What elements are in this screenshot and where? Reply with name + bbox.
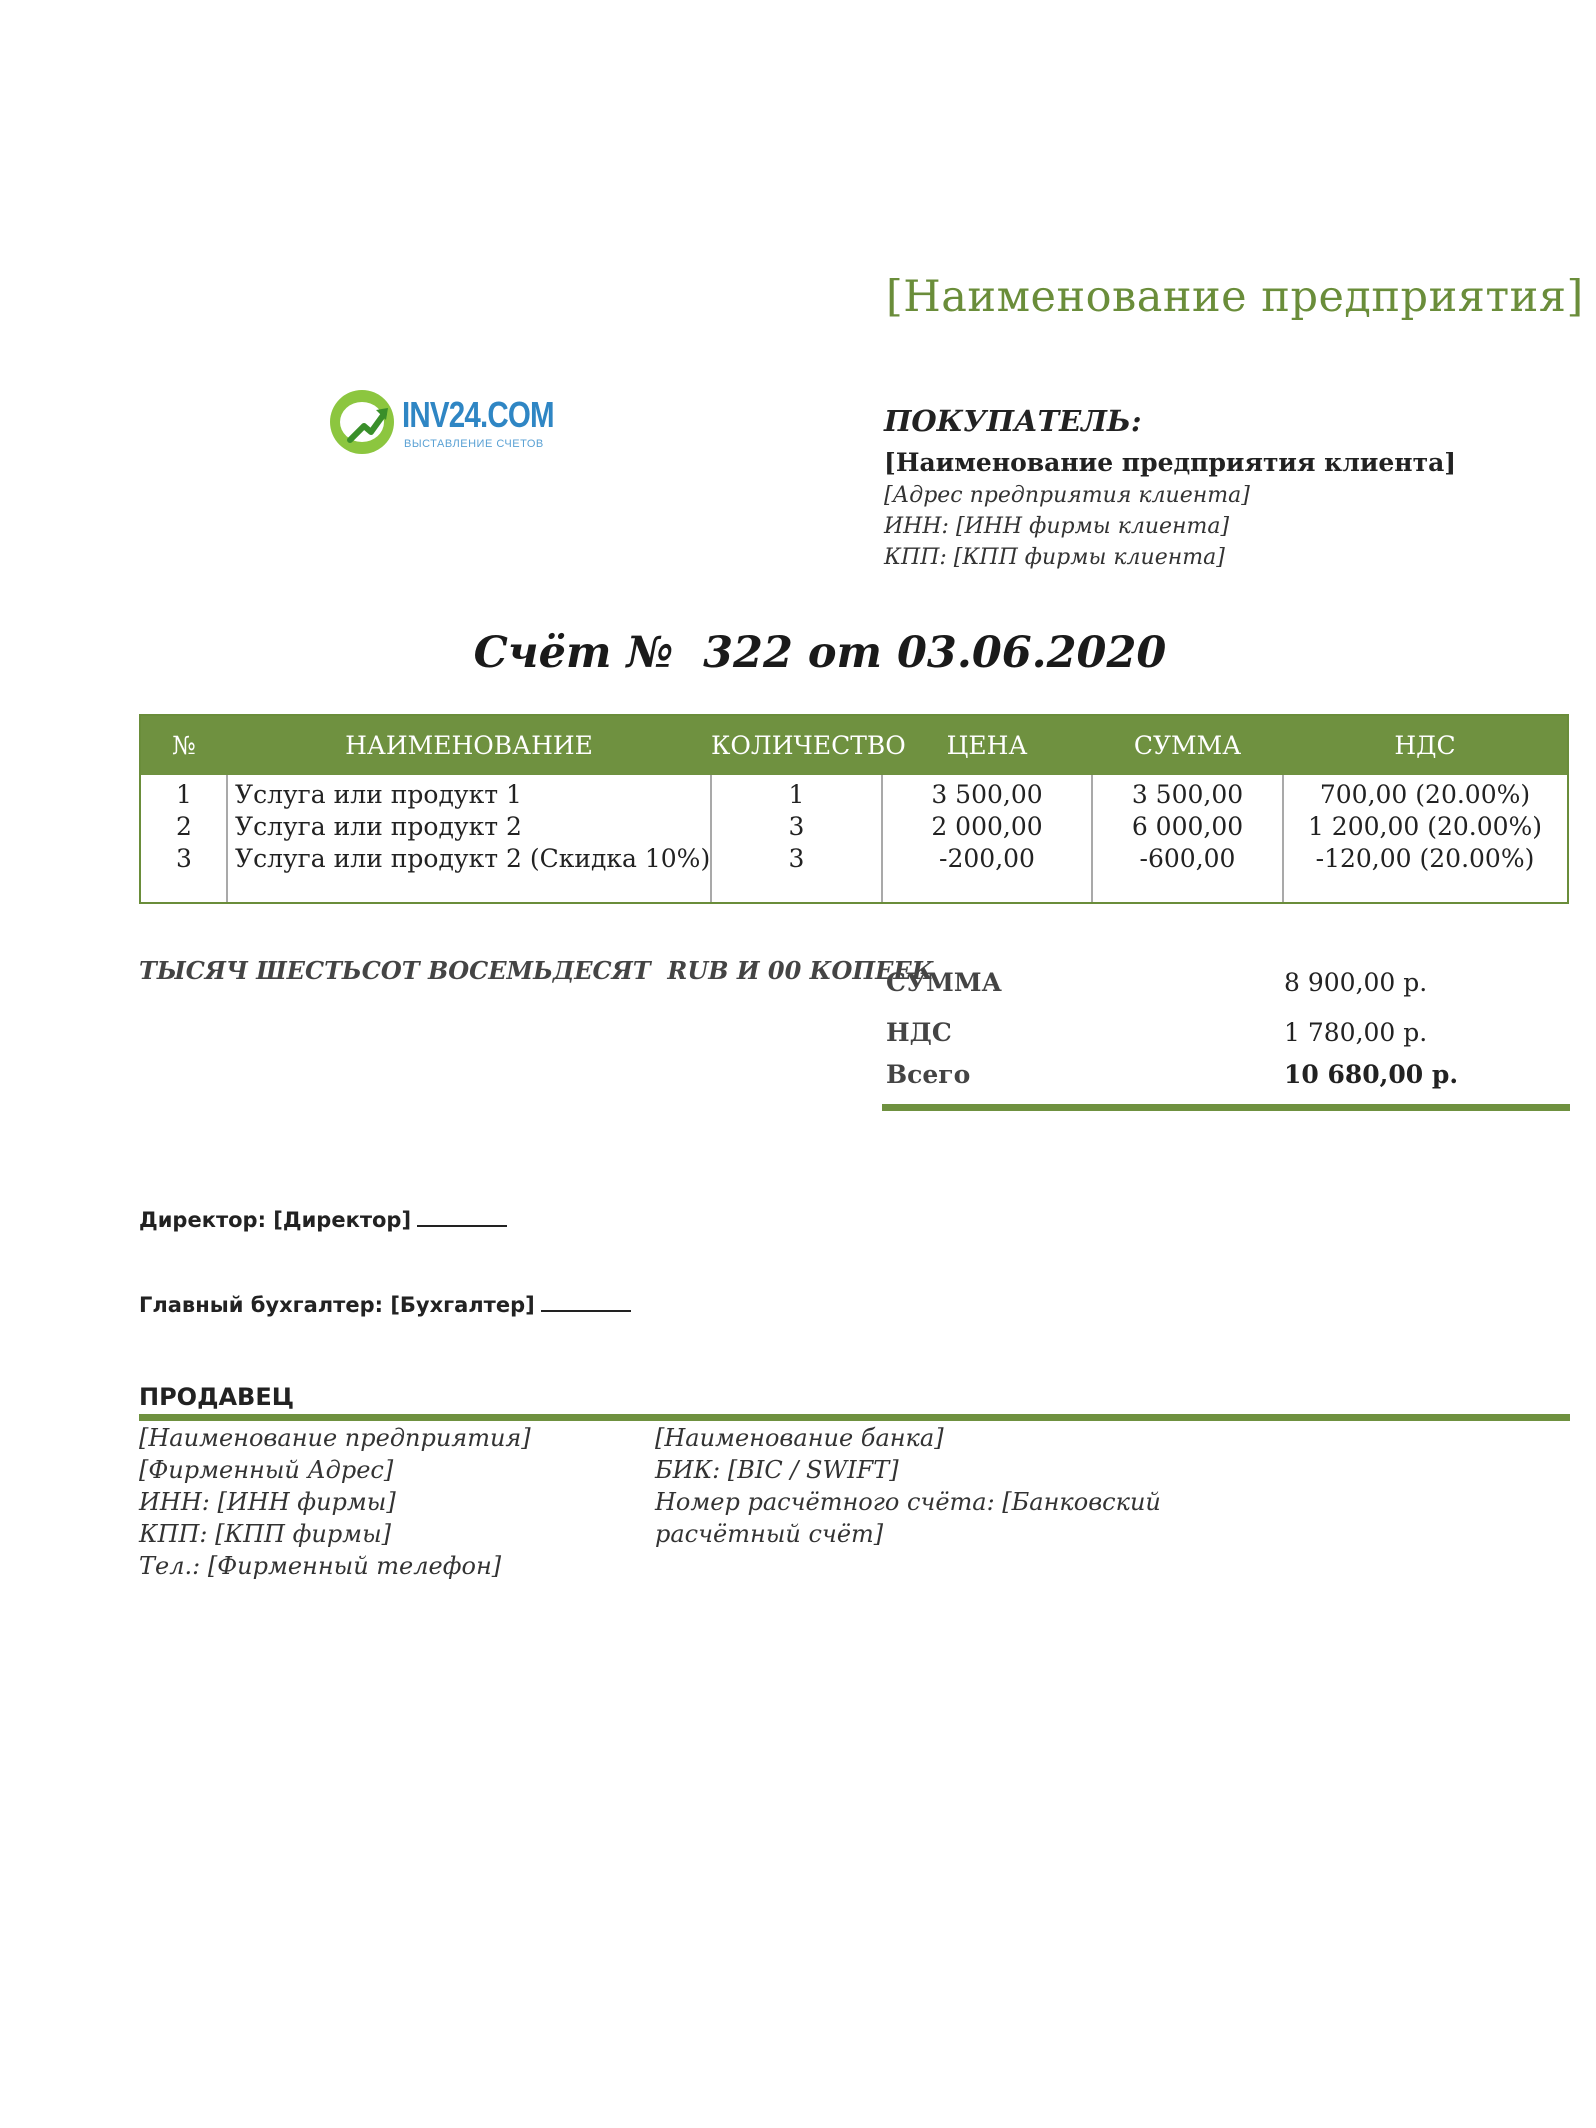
cell-number: 2 xyxy=(176,812,192,841)
totals-total-value: 10 680,00 р. xyxy=(1284,1060,1459,1089)
buyer-address: [Адрес предприятия клиента] xyxy=(884,483,1250,508)
totals-divider xyxy=(882,1104,1570,1111)
buyer-kpp: КПП: [КПП фирмы клиента] xyxy=(884,545,1225,570)
cell-name: Услуга или продукт 1 xyxy=(235,780,522,809)
totals-total-row xyxy=(882,1058,1570,1104)
totals-block xyxy=(882,958,1570,1104)
accountant-label: Главный бухгалтер: [Бухгалтер] xyxy=(139,1293,535,1317)
seller-kpp: КПП: [КПП фирмы] xyxy=(139,1520,391,1548)
amount-in-words: ТЫСЯЧ ШЕСТЬСОТ ВОСЕМЬДЕСЯТ RUB И 00 КОПЕЕК xyxy=(139,956,934,985)
totals-sum-label: СУММА xyxy=(886,968,1002,997)
table-row xyxy=(141,811,1567,843)
buyer-block xyxy=(884,404,1456,570)
seller-bic: БИК: [BIC / SWIFT] xyxy=(655,1456,899,1484)
seller-heading: ПРОДАВЕЦ xyxy=(139,1383,294,1411)
header-sum: СУММА xyxy=(1133,731,1242,760)
header-vat: НДС xyxy=(1394,731,1456,760)
buyer-heading: ПОКУПАТЕЛЬ: xyxy=(884,404,1142,438)
seller-bank-name: [Наименование банка] xyxy=(655,1424,944,1452)
cell-price: 3 500,00 xyxy=(931,780,1043,809)
cell-number: 1 xyxy=(176,780,192,809)
logo-text: INV24.COM xyxy=(402,394,554,435)
totals-total-label: Всего xyxy=(886,1060,971,1089)
seller-bank-details xyxy=(655,1422,1161,1550)
seller-divider xyxy=(139,1414,1570,1421)
seller-company-name: [Наименование предприятия] xyxy=(139,1424,531,1452)
header-price: ЦЕНА xyxy=(946,731,1028,760)
totals-vat-row xyxy=(882,1008,1570,1058)
seller-company-details xyxy=(139,1422,531,1582)
seller-phone: Тел.: [Фирменный телефон] xyxy=(139,1552,502,1580)
company-title: [Наименование предприятия] xyxy=(886,272,1584,322)
cell-quantity: 3 xyxy=(788,812,805,841)
cell-sum: 3 500,00 xyxy=(1131,780,1244,809)
buyer-name: [Наименование предприятия клиента] xyxy=(884,448,1457,477)
cell-vat: -120,00 (20.00%) xyxy=(1315,844,1535,873)
table-header xyxy=(141,716,1567,775)
director-label: Директор: [Директор] xyxy=(139,1208,412,1232)
table-row xyxy=(141,843,1567,875)
logo xyxy=(330,390,554,460)
signature-line xyxy=(541,1310,631,1312)
cell-quantity: 3 xyxy=(788,844,805,873)
table-row xyxy=(141,779,1567,811)
header-quantity: КОЛИЧЕСТВО xyxy=(711,731,906,760)
totals-sum-row xyxy=(882,958,1570,1008)
logo-subtitle: ВЫСТАВЛЕНИЕ СЧЕТОВ xyxy=(404,438,544,450)
cell-price: -200,00 xyxy=(939,844,1035,873)
totals-vat-label: НДС xyxy=(886,1018,952,1047)
cell-quantity: 1 xyxy=(788,780,805,809)
signature-line xyxy=(417,1225,507,1227)
items-table xyxy=(139,714,1569,904)
cell-vat: 700,00 (20.00%) xyxy=(1319,780,1531,809)
seller-account: Номер расчётного счёта: [Банковский xyxy=(655,1488,1161,1516)
cell-sum: 6 000,00 xyxy=(1131,812,1244,841)
header-name: НАИМЕНОВАНИЕ xyxy=(345,731,593,760)
cell-vat: 1 200,00 (20.00%) xyxy=(1307,812,1543,841)
totals-vat-value: 1 780,00 р. xyxy=(1284,1018,1428,1047)
seller-address: [Фирменный Адрес] xyxy=(139,1456,394,1484)
cell-sum: -600,00 xyxy=(1139,844,1236,873)
director-signature xyxy=(139,1208,507,1232)
header-number: № xyxy=(172,731,196,760)
buyer-inn: ИНН: [ИНН фирмы клиента] xyxy=(884,514,1230,539)
cell-name: Услуга или продукт 2 (Скидка 10%) xyxy=(235,844,711,873)
seller-account-cont: расчётный счёт] xyxy=(655,1520,884,1548)
totals-sum-value: 8 900,00 р. xyxy=(1284,968,1428,997)
invoice-title: Счёт № 322 от 03.06.2020 xyxy=(473,628,1167,678)
cell-price: 2 000,00 xyxy=(931,812,1043,841)
cell-number: 3 xyxy=(176,844,192,873)
accountant-signature xyxy=(139,1293,631,1317)
growth-arrow-icon xyxy=(344,400,394,450)
seller-inn: ИНН: [ИНН фирмы] xyxy=(139,1488,396,1516)
cell-name: Услуга или продукт 2 xyxy=(235,812,522,841)
